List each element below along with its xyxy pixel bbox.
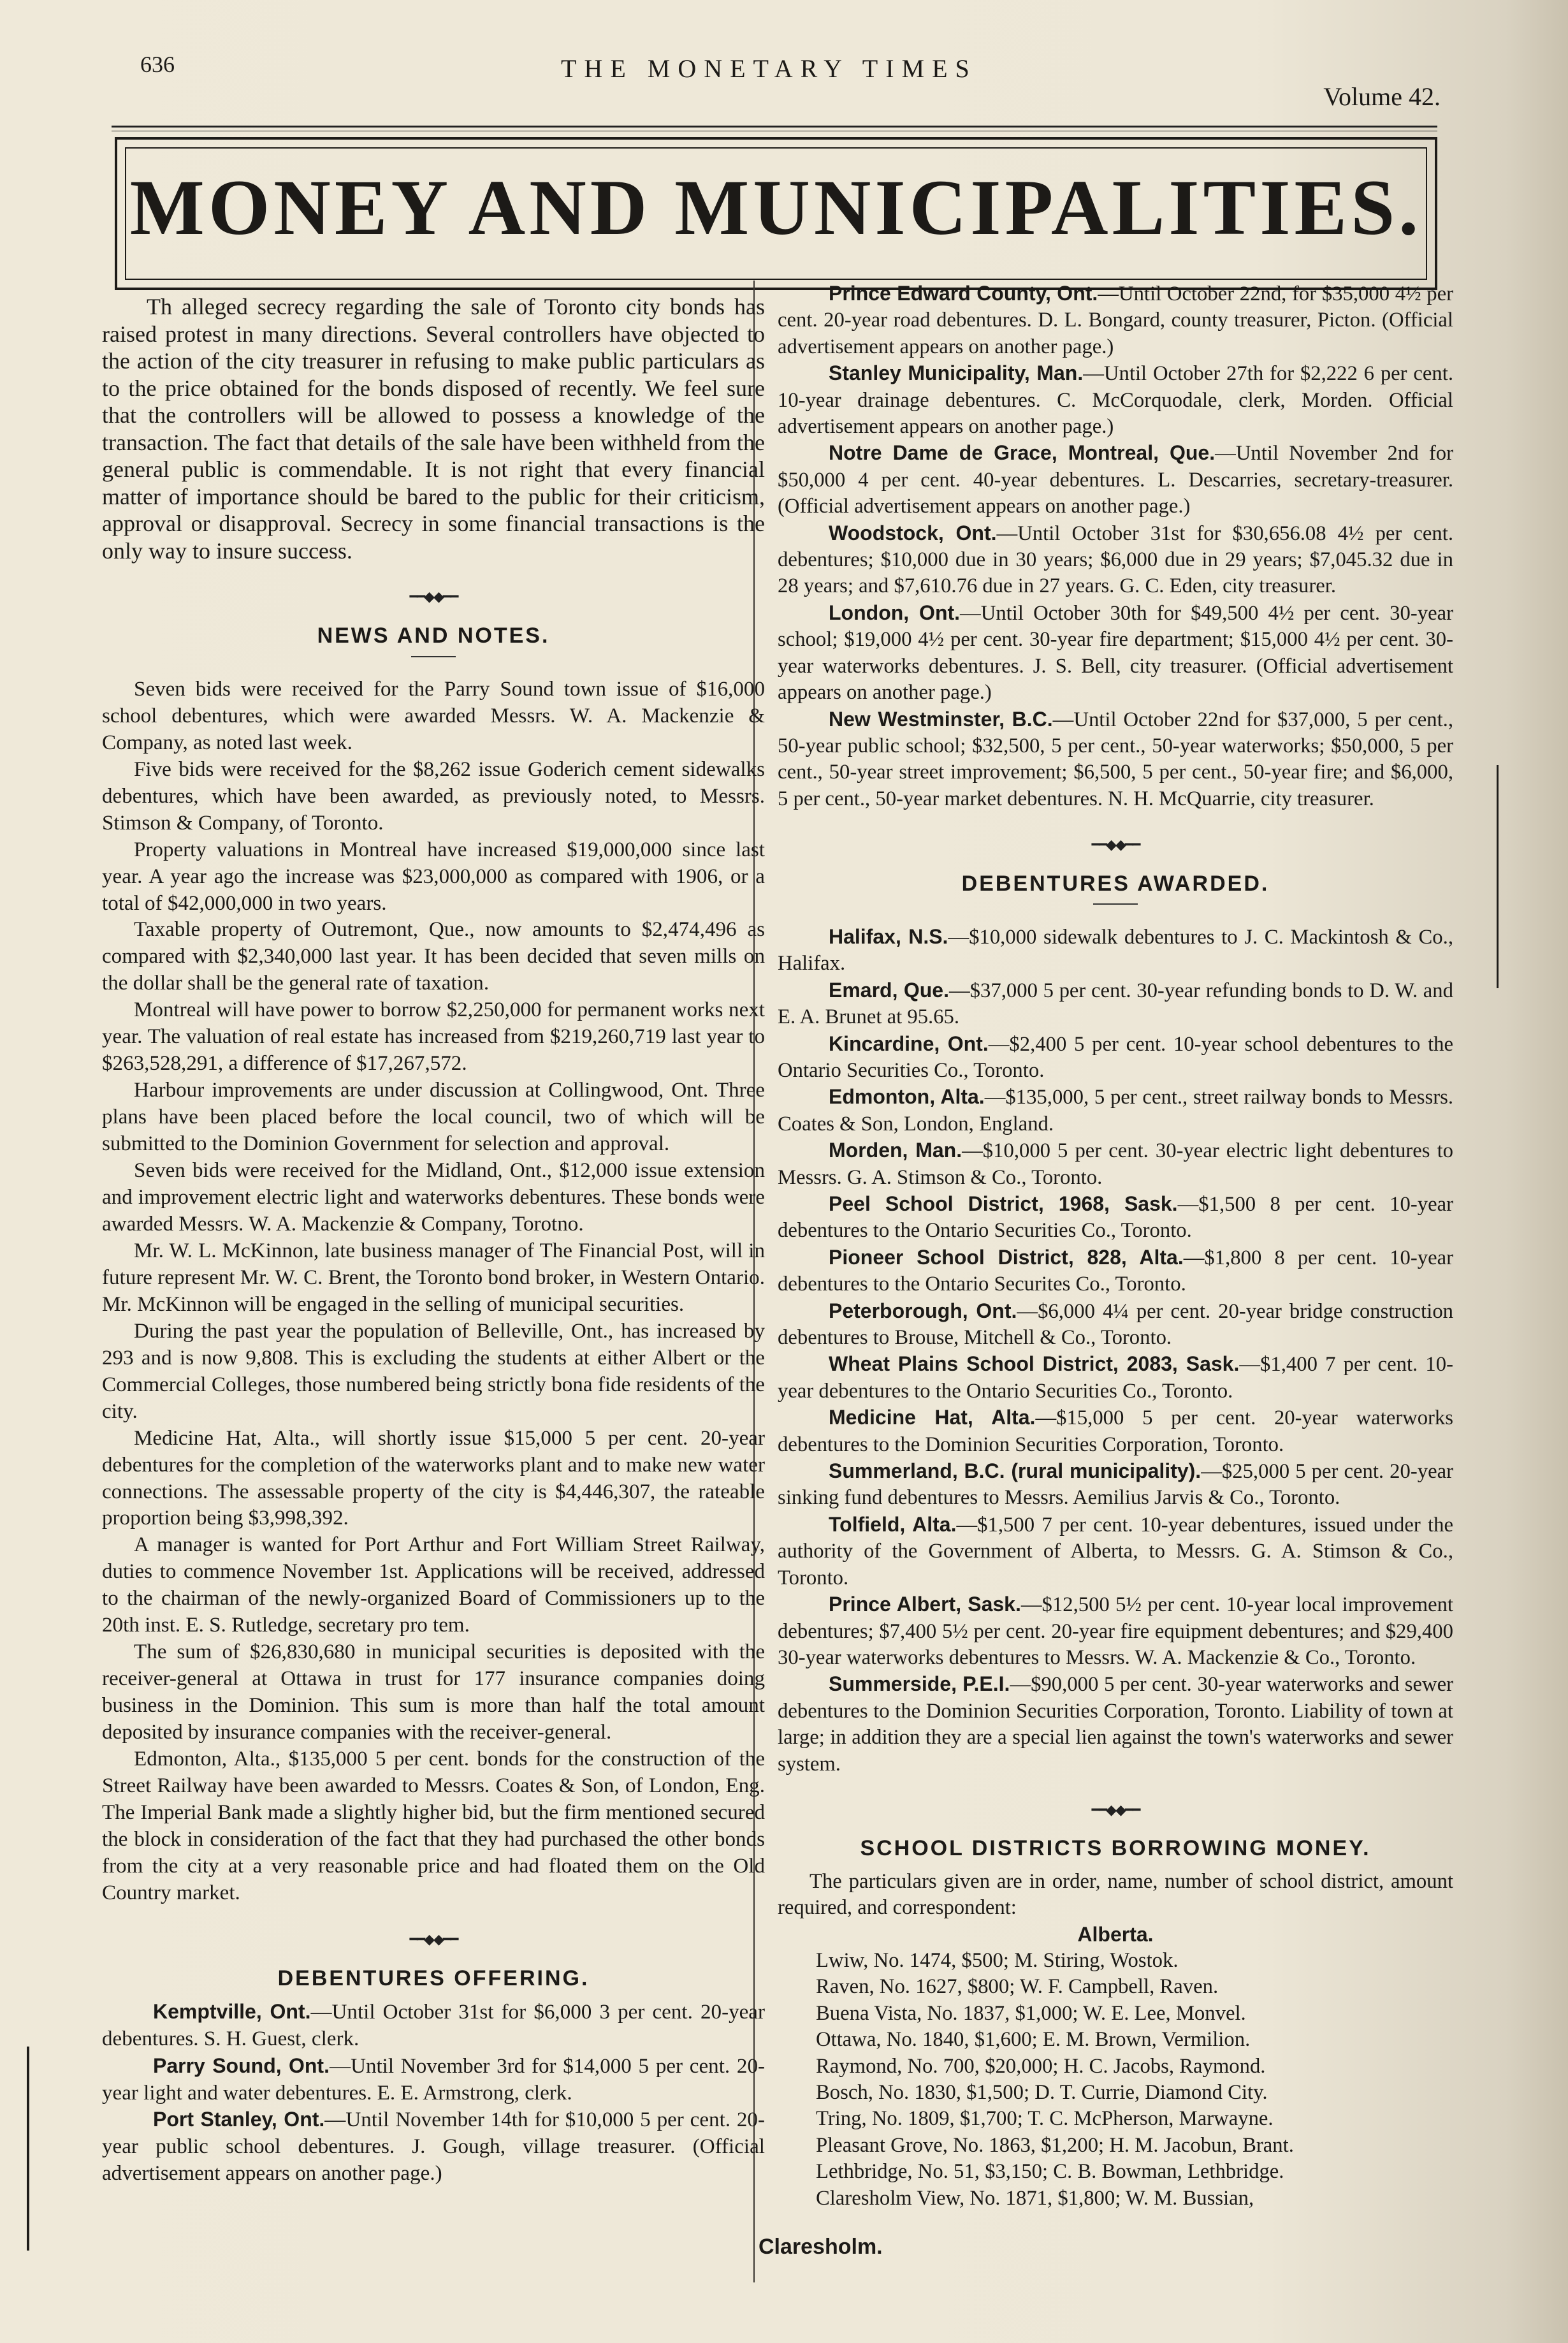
news-heading: NEWS AND NOTES. — [317, 623, 550, 648]
top-rule — [112, 126, 1437, 128]
awarded-entry — [778, 1191, 1453, 1244]
awarded-place: Prince Albert, Sask. — [829, 1593, 1021, 1616]
banner-title: MONEY AND MUNICIPALITIES. — [129, 164, 1423, 251]
school-item: Raymond, No. 700, $20,000; H. C. Jacobs, Raymond. — [816, 2054, 1266, 2078]
offering-text: —Until November 14th for $10,000 5 per cent. 20-year public school debentures. J. Gough, village treasurer. (Official advertisement appears on another page.) — [102, 2108, 765, 2186]
binding-mark — [1497, 765, 1499, 988]
awarded-place: Summerside, P.E.I. — [829, 1672, 1010, 1696]
left-column — [102, 281, 765, 2187]
news-item: Edmonton, Alta., $135,000 5 per cent. bonds for the construction of the Street Railway have been awarded to Messrs. Coates & Son, of London, Eng. The Imperial Bank made a slightly higher bid, but the firm mentioned secured the block in consideration of the fact that they had purchased the other bonds from the city at a very reasonable price and had floated them on the Old Country market. — [102, 1748, 765, 1904]
awarded-place: Tolfield, Alta. — [829, 1512, 957, 1536]
offering-entry — [102, 2053, 765, 2107]
school-heading: SCHOOL DISTRICTS BORROWING MONEY. — [860, 1836, 1371, 1861]
awarded-entry — [778, 1458, 1453, 1512]
awarded-place: Morden, Man. — [829, 1139, 962, 1162]
offering-place: Notre Dame de Grace, Montreal, Que. — [829, 441, 1216, 465]
offering-entry — [778, 281, 1453, 360]
offering-text: —Until October 30th for $49,500 4½ per cent. 30-year school; $19,000 4½ per cent. 30-year fire department; $15,000 4½ per cent. 30-year waterworks debentures. J. S. Bell, city treasurer. (Official advertisement appears on another page.) — [778, 601, 1454, 704]
page-number: 636 — [140, 52, 175, 77]
news-item: During the past year the population of Belleville, Ont., has increased by 293 and is now 9,808. This is excluding the students at either Albert or the Commercial Colleges, those numbered being strictly bona fide residents of the city. — [102, 1319, 765, 1423]
awarded-text: —$1,400 7 per cent. 10-year debentures to the Ontario Securities Co., Toronto. — [778, 1353, 1453, 1403]
school-item: Tring, No. 1809, $1,700; T. C. McPherson, Marwayne. — [816, 2107, 1274, 2131]
right-column — [765, 281, 1453, 2212]
offering-entry — [778, 706, 1453, 813]
binding-mark — [27, 2047, 29, 2251]
awarded-place: Summerland, B.C. (rural municipality). — [829, 1459, 1201, 1483]
news-item: Montreal will have power to borrow $2,250,000 for permanent works next year. The valuation of real estate has increased from $219,260,719 last year to $263,528,291, a difference of $17,267,572. — [102, 998, 765, 1076]
offering-text: —Until October 31st for $6,000 3 per cent. 20-year debentures. S. H. Guest, clerk. — [102, 2000, 766, 2050]
news-list — [102, 676, 765, 1907]
offering-text: —Until October 22nd, for $35,000 4½ per cent. 20-year road debentures. D. L. Bongard, county treasurer, Picton. (Official advertisement appears on another page.) — [778, 282, 1453, 358]
news-item: Taxable property of Outremont, Que., now amounts to $2,474,496 as compared with $2,340,000 last year. It has been decided that seven mills on the dollar shall be the general rate of taxation. — [102, 918, 765, 995]
offering-text: —Until November 3rd for $14,000 5 per cent. 20-year light and water debentures. E. E. Armstrong, clerk. — [102, 2054, 766, 2105]
awarded-text: —$15,000 5 per cent. 20-year waterworks debentures to the Dominion Securities Corporation, Toronto. — [778, 1406, 1453, 1456]
offering-place: Woodstock, Ont. — [829, 521, 997, 544]
awarded-place: Pioneer School District, 828, Alta. — [829, 1245, 1184, 1269]
awarded-text: —$135,000, 5 per cent., street railway bonds to Messrs. Coates & Son, London, England. — [778, 1086, 1454, 1135]
awarded-place: Emard, Que. — [829, 978, 949, 1002]
ornament-divider: ━━◆◆━━ — [1091, 836, 1140, 853]
awarded-entry — [778, 1298, 1453, 1352]
offering-continued-list — [778, 281, 1453, 812]
journal-title: THE MONETARY TIMES — [561, 54, 977, 83]
offering-place: Prince Edward County, Ont. — [829, 282, 1098, 305]
news-item: Property valuations in Montreal have increased $19,000,000 since last year. A year ago the increase was $23,000,000 as compared with 1906, or a total of $42,000,000 in two years. — [102, 838, 765, 915]
heading-rule — [411, 656, 456, 657]
school-item: Raven, No. 1627, $800; W. F. Campbell, Raven. — [816, 1975, 1219, 1999]
awarded-entry — [778, 1137, 1453, 1191]
offering-heading: DEBENTURES OFFERING. — [277, 1966, 590, 1990]
awarded-entry — [778, 1671, 1453, 1777]
offering-list — [102, 1999, 765, 2188]
awarded-place: Wheat Plains School District, 2083, Sask. — [829, 1352, 1240, 1376]
news-item: The sum of $26,830,680 in municipal securities is deposited with the receiver-general at Ottawa in trust for 177 insurance companies doing business in the Dominion. This sum is more than half the total amount deposited by insurance companies with the receiver-general. — [102, 1640, 765, 1744]
awarded-entry — [778, 1591, 1453, 1671]
school-item: Pleasant Grove, No. 1863, $1,200; H. M. Jacobun, Brant. — [816, 2133, 1294, 2157]
awarded-text: —$2,400 5 per cent. 10-year school debentures to the Ontario Securities Co., Toronto. — [778, 1032, 1454, 1082]
offering-text: —Until October 31st for $30,656.08 4½ per cent. debentures; $10,000 due in 30 years; $6,000 due in 29 years; $7,045.32 due in 28 years; and $7,610.76 due in 27 years. G. C. Eden, city treasurer. — [778, 522, 1453, 598]
school-item: Buena Vista, No. 1837, $1,000; W. E. Lee, Monvel. — [816, 2001, 1246, 2025]
awarded-entry — [778, 1084, 1453, 1137]
news-item: Mr. W. L. McKinnon, late business manager of The Financial Post, will in future represent Mr. W. C. Brent, the Toronto bond broker, in Western Ontario. Mr. McKinnon will be engaged in the selling of municipal securities. — [102, 1239, 765, 1316]
awarded-text: —$6,000 4¼ per cent. 20-year bridge construction debentures to Brouse, Mitchell & Co., Toronto. — [778, 1299, 1454, 1350]
awarded-text: —$90,000 5 per cent. 30-year waterworks and sewer debentures to the Dominion Securities Corporation, Toronto. Liability of town at large; in addition they are a special lien against the town's waterworks and sewer system. — [778, 1673, 1453, 1776]
awarded-place: Kincardine, Ont. — [829, 1032, 989, 1055]
awarded-place: Peel School District, 1968, Sask. — [829, 1192, 1178, 1215]
offering-place: Stanley Municipality, Man. — [829, 361, 1084, 385]
heading-rule — [1093, 903, 1138, 905]
school-item: Bosch, No. 1830, $1,500; D. T. Currie, Diamond City. — [816, 2081, 1268, 2104]
title-banner — [115, 137, 1437, 290]
awarded-place: Peterborough, Ont. — [829, 1299, 1017, 1322]
continuation-text: Claresholm. — [759, 2235, 883, 2259]
school-intro: The particulars given are in order, name, number of school district, amount required, and correspondent: — [778, 1869, 1453, 1920]
awarded-entry — [778, 1512, 1453, 1591]
awarded-text: —$10,000 sidewalk debentures to J. C. Mackintosh & Co., Halifax. — [778, 925, 1453, 975]
offering-text: —Until November 2nd for $50,000 4 per cent. 40-year debentures. L. Descarries, secretary-treasurer. (Official advertisement appears on another page.) — [778, 442, 1454, 518]
offering-text: —Until October 27th for $2,222 6 per cent. 10-year drainage debentures. C. McCorquodale, clerk, Morden. Official advertisement appears on another page.) — [778, 362, 1453, 439]
news-item: Seven bids were received for the Parry Sound town issue of $16,000 school debentures, which were awarded Messrs. W. A. Mackenzie & Company, as noted last week. — [102, 677, 765, 754]
school-item: Ottawa, No. 1840, $1,600; E. M. Brown, Vermilion. — [816, 2028, 1251, 2052]
awarded-place: Halifax, N.S. — [829, 924, 948, 948]
school-item: Claresholm View, No. 1871, $1,800; W. M. Bussian, — [816, 2186, 1254, 2210]
news-item: Medicine Hat, Alta., will shortly issue $15,000 5 per cent. 20-year debentures for the completion of the waterworks plant and to make new water connections. The assessable property of the city is $4,446,307, the rateable proportion being $3,998,392. — [102, 1426, 765, 1530]
offering-entry — [102, 1999, 765, 2053]
volume-label: Volume 42. — [1323, 82, 1441, 111]
editorial-paragraph: Th alleged secrecy regarding the sale of Toronto city bonds has raised protest in many directions. Several controllers have objected to the action of the city treasurer in refusing to make public particulars as to the price obtained for the bonds disposed of recently. We feel sure that the controllers will be allowed to possess a knowledge of the transaction. The fact that details of the sale have been withheld from the general public is commendable. It is not right that every financial matter of importance should be bared to the public for their criticism, approval or disapproval. Secrecy in some financial transactions is the only way to insure success. — [102, 294, 765, 564]
awarded-entry — [778, 1405, 1453, 1458]
awarded-entry — [778, 924, 1453, 977]
offering-place: New Westminster, B.C. — [829, 707, 1053, 731]
offering-place: Port Stanley, Ont. — [153, 2108, 325, 2131]
awarded-text: —$1,500 7 per cent. 10-year debentures, issued under the authority of the Government of Alberta, to Messrs. G. A. Stimson & Co., Toronto. — [778, 1513, 1453, 1589]
awarded-text: —$1,500 8 per cent. 10-year debentures to the Ontario Securities Co., Toronto. — [778, 1193, 1453, 1243]
ornament-divider: ━━◆◆━━ — [409, 1931, 458, 1947]
offering-entry — [102, 2106, 765, 2187]
awarded-place: Edmonton, Alta. — [829, 1085, 985, 1109]
news-item: Seven bids were received for the Midland, Ont., $12,000 issue extension and improvement electric light and waterworks debentures. These bonds were awarded Messrs. W. A. Mackenzie & Company, Torotno. — [102, 1159, 765, 1236]
ornament-divider: ━━◆◆━━ — [1091, 1801, 1140, 1818]
awarded-entry — [778, 977, 1453, 1031]
awarded-entry — [778, 1351, 1453, 1405]
running-head — [140, 45, 1441, 111]
offering-place: Kemptville, Ont. — [153, 1999, 311, 2023]
news-item: Harbour improvements are under discussion at Collingwood, Ont. Three plans have been placed before the local council, two of which will be submitted to the Dominion Government for selection and approval. — [102, 1079, 765, 1156]
ornament-divider: ━━◆◆━━ — [409, 588, 458, 604]
news-item: A manager is wanted for Port Arthur and Fort William Street Railway, duties to commence November 1st. Applications will be received, addressed to the chairman of the newly-organized Board of Commissioners up to the 20th inst. E. S. Rutledge, secretary pro tem. — [102, 1533, 765, 1637]
awarded-text: —$37,000 5 per cent. 30-year refunding bonds to D. W. and E. A. Brunet at 95.65. — [778, 979, 1453, 1029]
offering-entry — [778, 520, 1453, 600]
awarded-text: —$1,800 8 per cent. 10-year debentures to the Ontario Securites Co., Toronto. — [778, 1246, 1453, 1296]
offering-place: London, Ont. — [829, 601, 961, 624]
school-list — [778, 1948, 1453, 2212]
awarded-text: —$12,500 5½ per cent. 10-year local improvement debentures; $7,400 5½ per cent. 20-year fire equipment debentures; and $29,400 30-year waterworks debentures to Messrs. W. A. Mackenzie & Co., Toronto. — [778, 1593, 1453, 1669]
awarded-list — [778, 924, 1453, 1777]
offering-entry — [778, 440, 1453, 520]
awarded-entry — [778, 1244, 1453, 1298]
province-heading: Alberta. — [1077, 1922, 1154, 1946]
awarded-entry — [778, 1031, 1453, 1084]
offering-entry — [778, 600, 1453, 706]
offering-place: Parry Sound, Ont. — [153, 2054, 330, 2077]
awarded-place: Medicine Hat, Alta. — [829, 1406, 1036, 1429]
awarded-text: —$25,000 5 per cent. 20-year sinking fund debentures to Messrs. Aemilius Jarvis & Co., Toronto. — [778, 1460, 1454, 1510]
school-item: Lwiw, No. 1474, $500; M. Stiring, Wostok. — [816, 1948, 1179, 1972]
offering-entry — [778, 360, 1453, 440]
news-item: Five bids were received for the $8,262 issue Goderich cement sidewalks debentures, which have been awarded, as previously noted, to Messrs. Stimson & Company, of Toronto. — [102, 757, 765, 835]
awarded-heading: DEBENTURES AWARDED. — [961, 871, 1270, 896]
offering-text: —Until October 22nd for $37,000, 5 per cent., 50-year public school; $32,500, 5 per cent., 50-year waterworks; $50,000, 5 per cent., 50-year street improvement; $6,500, 5 per cent., 50-year fire; and $6,000, 5 per cent., 50-year market debentures. N. H. McQuarrie, city treasurer. — [778, 708, 1454, 810]
awarded-text: —$10,000 5 per cent. 30-year electric light debentures to Messrs. G. A. Stimson & Co., Toronto. — [778, 1139, 1453, 1189]
school-item: Lethbridge, No. 51, $3,150; C. B. Bowman, Lethbridge. — [816, 2160, 1284, 2184]
